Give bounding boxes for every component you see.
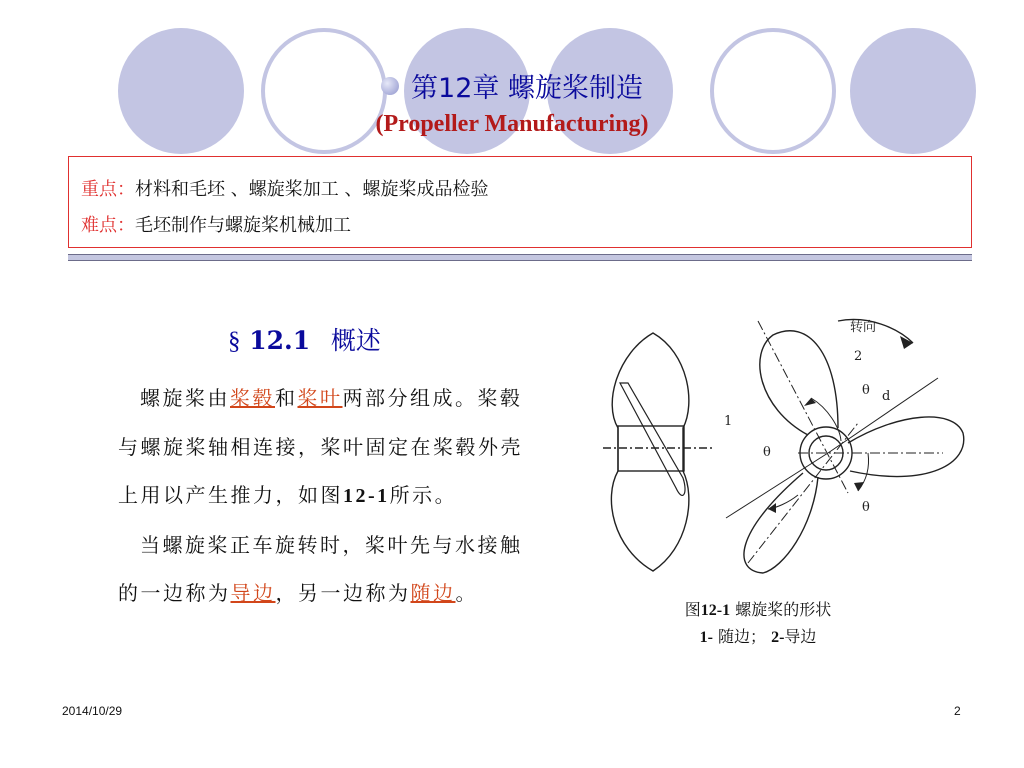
body-span: 。	[455, 581, 478, 605]
page-number: 2	[954, 704, 961, 718]
label-1: 1	[724, 414, 733, 429]
caption-figure-number: 12-1	[700, 602, 731, 619]
bullet-icon	[381, 77, 399, 95]
divider-bar	[68, 254, 972, 261]
difficulty-text: 毛坯制作与螺旋桨机械加工	[135, 215, 351, 236]
figure-reference: 12-1	[343, 485, 390, 507]
propeller-front-view	[726, 320, 964, 573]
difficulty-label: 难点：	[81, 215, 135, 236]
key-point-text: 材料和毛坯 、螺旋桨加工 、螺旋桨成品检验	[135, 179, 489, 200]
body-text	[118, 374, 538, 618]
body-span: 螺旋桨由	[140, 386, 230, 410]
title-row	[0, 66, 1024, 105]
label-theta-3: θ	[862, 500, 870, 515]
key-points-box	[68, 156, 972, 248]
body-span: ，另一边称为	[275, 581, 411, 605]
propeller-side-view	[603, 333, 713, 571]
caption-span: 导边	[784, 627, 817, 646]
body-span: 所示。	[389, 483, 458, 507]
keyword-hub: 桨毂	[230, 386, 275, 410]
caption-span: 2-	[771, 629, 785, 646]
figure-caption-line2	[598, 624, 918, 647]
propeller-figure	[598, 313, 976, 588]
figure-caption-line1	[598, 597, 918, 620]
body-span: 当螺旋桨正车旋转时，桨叶先与水接触的一边称为	[118, 532, 523, 605]
page-subtitle: (Propeller Manufacturing)	[375, 111, 649, 137]
caption-span: 图	[684, 600, 701, 619]
key-point-label: 重点：	[81, 179, 135, 200]
caption-span: 随边；	[712, 627, 772, 646]
difficulty-line	[81, 211, 351, 237]
body-span: 和	[275, 386, 298, 410]
section-number: 12.1	[249, 326, 311, 355]
section-title: 概述	[330, 326, 381, 355]
key-point-line	[81, 175, 488, 201]
keyword-leading-edge: 导边	[230, 581, 276, 605]
rotation-label: 转向	[850, 320, 877, 335]
label-d: d	[882, 389, 891, 404]
section-heading	[228, 321, 381, 357]
paragraph-2	[118, 521, 538, 618]
keyword-trailing-edge: 随边	[410, 581, 456, 605]
label-2: 2	[854, 349, 863, 364]
label-theta: θ	[862, 383, 870, 398]
body-span: 两部分组成。桨毂与螺旋桨轴相连接，桨叶固定在桨毂外壳上用以产生推力，如图	[118, 386, 523, 507]
section-symbol: §	[228, 328, 241, 355]
caption-span: 螺旋桨的形状	[730, 600, 832, 619]
paragraph-1	[118, 374, 538, 521]
page-title: 第12章 螺旋桨制造	[411, 73, 643, 104]
label-theta-2: θ	[763, 445, 771, 460]
keyword-blade: 桨叶	[297, 386, 343, 410]
caption-span: 1-	[699, 629, 713, 646]
footer-date: 2014/10/29	[62, 704, 123, 718]
